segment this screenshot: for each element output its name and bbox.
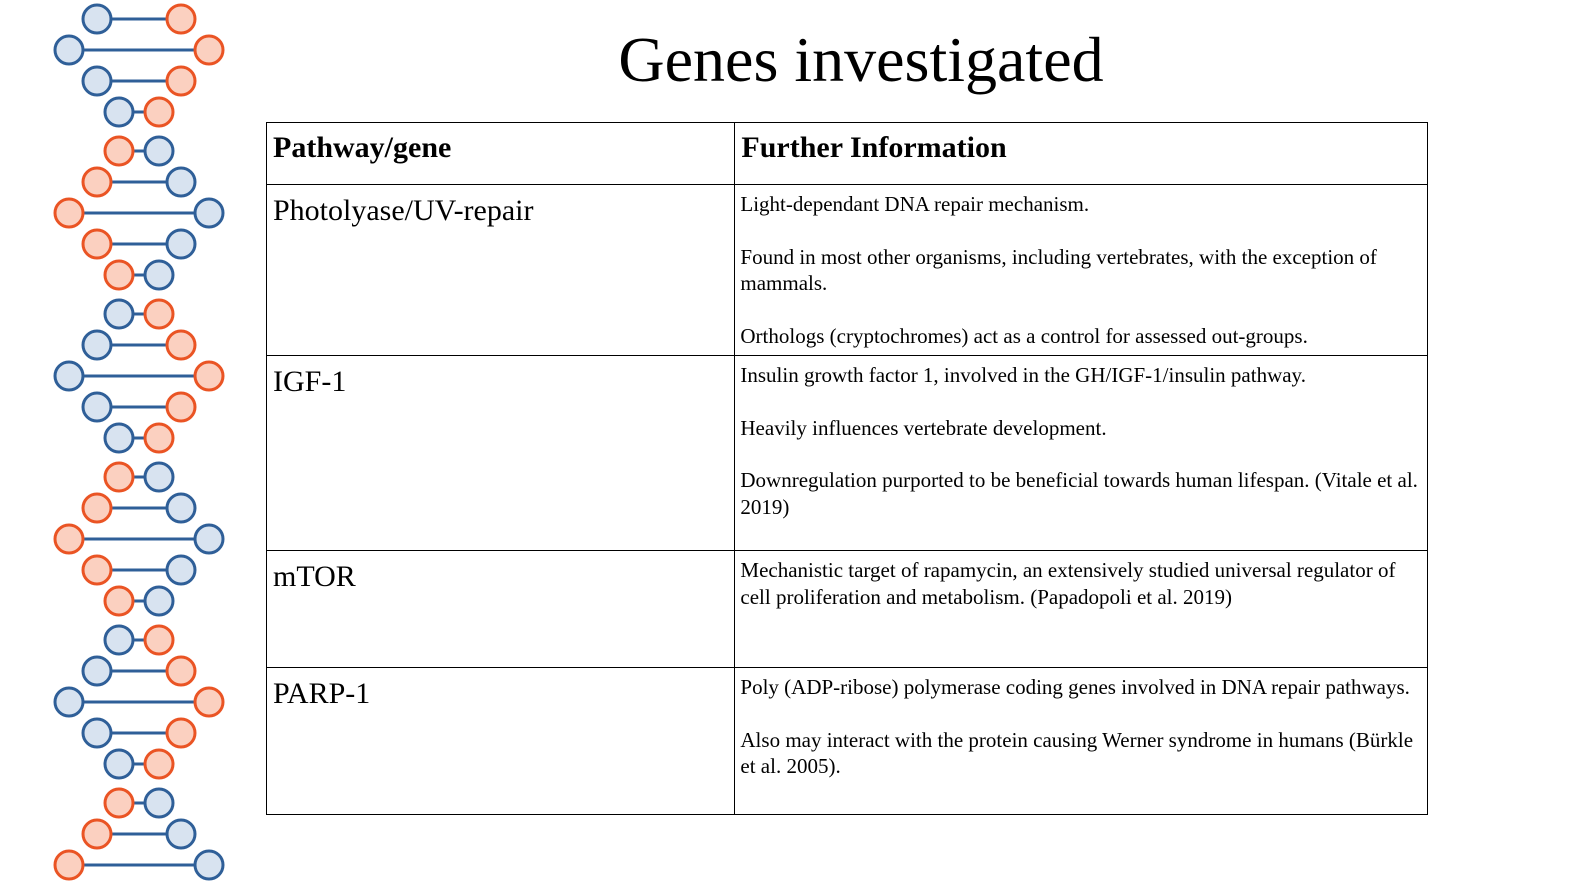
gene-cell [267, 668, 735, 815]
column-header [735, 123, 1428, 185]
genes-table [266, 122, 1428, 815]
info-cell [735, 668, 1428, 815]
column-header [267, 123, 735, 185]
info-paragraph: Poly (ADP-ribose) polymerase coding genes involved in DNA repair pathways. [740, 675, 1410, 699]
gene-name: IGF-1 [273, 365, 347, 398]
gene-name: Photolyase/UV-repair [273, 194, 534, 227]
info-paragraph: Also may interact with the protein causing Werner syndrome in humans (Bürkle et al. 2005). [740, 727, 1414, 778]
info-cell [735, 185, 1428, 356]
info-paragraph: Mechanistic target of rapamycin, an extensively studied universal regulator of cell proliferation and metabolism. (Papadopoli et al. 2019) [740, 558, 1396, 609]
dna-helix-icon [0, 0, 240, 893]
table-row [267, 668, 1428, 815]
gene-cell [267, 551, 735, 668]
info-cell [735, 551, 1428, 668]
table-row [267, 356, 1428, 551]
gene-name: mTOR [273, 560, 356, 593]
info-paragraph: Found in most other organisms, including vertebrates, with the exception of mammals. [740, 244, 1377, 295]
info-paragraph: Orthologs (cryptochromes) act as a control for assessed out-groups. [740, 323, 1308, 348]
table-header-row [267, 123, 1428, 185]
info-paragraph: Light-dependant DNA repair mechanism. [740, 192, 1090, 216]
column-header-label: Pathway/gene [273, 131, 452, 164]
gene-cell [267, 185, 735, 356]
page-title: Genes investigated [618, 24, 1104, 95]
info-paragraph: Heavily influences vertebrate development. [740, 415, 1107, 440]
gene-name: PARP-1 [273, 677, 371, 710]
info-paragraph: Downregulation purported to be beneficial towards human lifespan. (Vitale et al. 2019) [740, 468, 1418, 519]
info-cell [735, 356, 1428, 551]
table-row [267, 551, 1428, 668]
table-row [267, 185, 1428, 356]
gene-cell [267, 356, 735, 551]
column-header-label: Further Information [741, 131, 1007, 164]
info-paragraph: Insulin growth factor 1, involved in the GH/IGF-1/insulin pathway. [740, 363, 1306, 387]
